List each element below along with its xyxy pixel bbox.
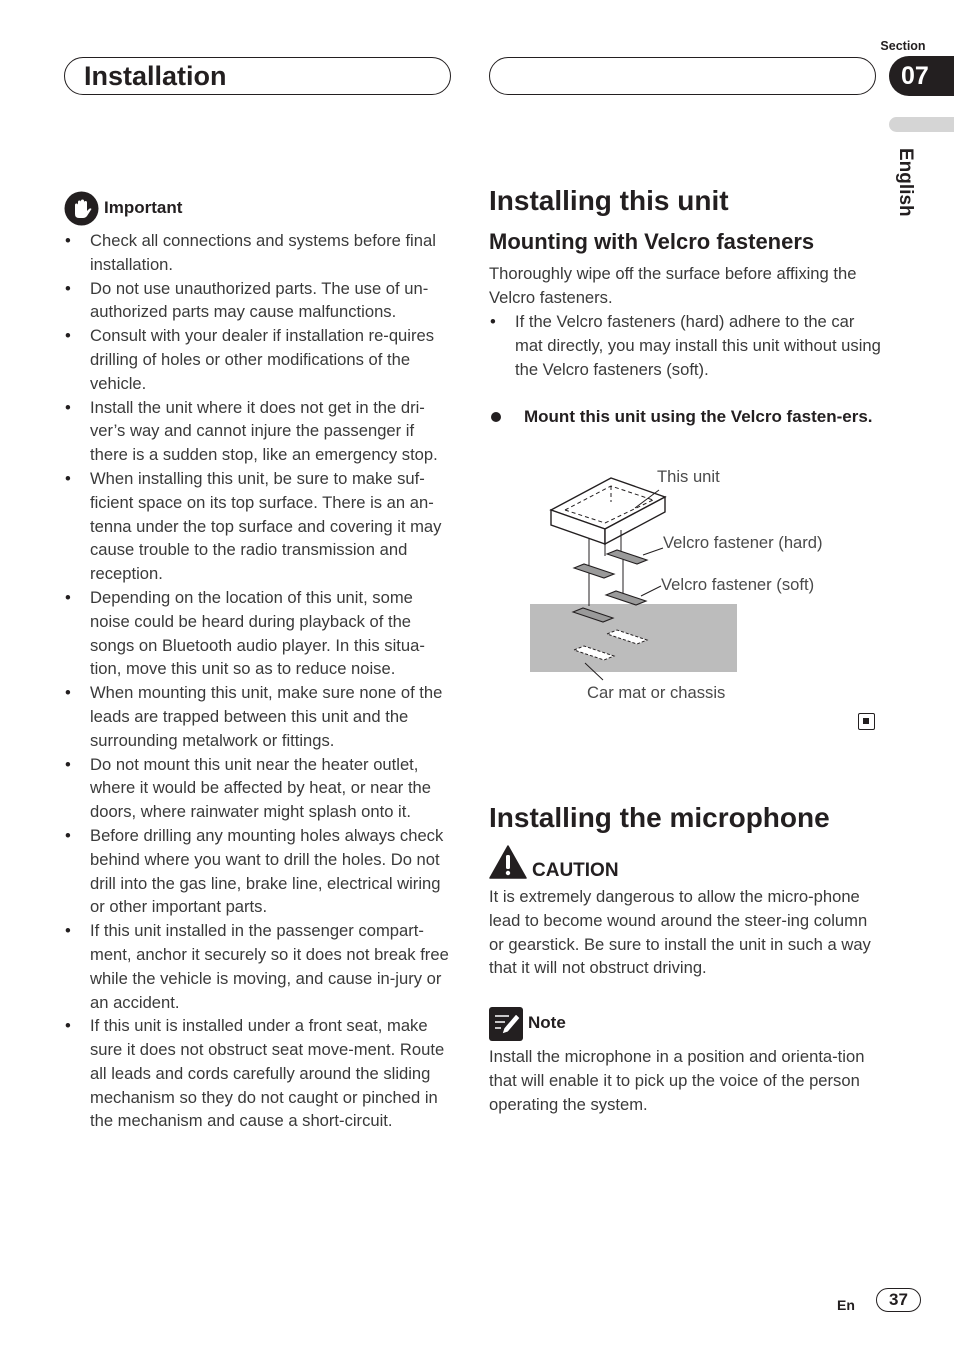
list-item: • Do not use unauthorized parts. The use of un-authorized parts may cause malfunctions.: [90, 277, 454, 325]
important-label: Important: [104, 198, 183, 217]
note-label: Note: [528, 1013, 566, 1032]
list-item: • Do not mount this unit near the heater outlet, where it would be affected by heat, or near the doors, where rainwater might splash onto it.: [90, 753, 454, 824]
velcro-intro: Thoroughly wipe off the surface before affixing the Velcro fasteners.: [489, 264, 857, 307]
language-tab: [889, 117, 954, 132]
list-item: • When installing this unit, be sure to make suf-ficient space on its top surface. There is an an-tenna under the top surface and covering it may cause trouble to the radio transmission and reception.: [90, 467, 454, 586]
hand-stop-icon: [64, 191, 99, 226]
list-item: • Before drilling any mounting holes always check behind where you want to drill the holes. Do not drill into the gas line, brake line, electrical wiring or other important parts.: [90, 824, 454, 919]
step-bullet-icon: [491, 412, 501, 422]
install-unit-heading: Installing this unit: [489, 185, 729, 216]
label-velcro-soft: Velcro fastener (soft): [661, 575, 815, 594]
velcro-diagram: [525, 460, 885, 710]
header-empty-frame: [489, 57, 876, 95]
list-item: • Check all connections and systems before final installation.: [90, 229, 454, 277]
label-car-mat: Car mat or chassis: [587, 683, 726, 702]
page-number: 37: [876, 1288, 921, 1312]
list-item: • If this unit installed in the passenger compart-ment, anchor it securely so it does not break free while the vehicle is moving, and cause in-jury or an accident.: [90, 919, 454, 1014]
list-item: • If this unit is installed under a front seat, make sure it does not obstruct seat move-ment. Route all leads and cords carefully around the sliding mechanism so they do not caught or pinched in the mechanism and cause a short-circuit.: [90, 1014, 454, 1133]
language-label: English: [895, 148, 916, 217]
note-pencil-icon: [489, 1007, 523, 1041]
section-label: Section: [880, 39, 926, 53]
warning-triangle-icon: [489, 845, 527, 879]
microphone-heading: Installing the microphone: [489, 802, 830, 833]
caution-text: It is extremely dangerous to allow the micro-phone lead to become wound around the steer-ing column or gearstick. Be sure to install the unit in such a way that it will not obstruct driving.: [489, 887, 871, 978]
list-item: • Install the unit where it does not get in the dri-ver’s way and cannot injure the passenger if there is a sudden stop, like an emergency stop.: [90, 396, 454, 467]
label-velcro-hard: Velcro fastener (hard): [663, 533, 823, 552]
section-number: 07: [889, 56, 954, 96]
velcro-bullet: • If the Velcro fasteners (hard) adhere to the car mat directly, you may install this unit without using the Velcro fasteners (soft).: [515, 310, 881, 381]
mount-step: [489, 405, 881, 429]
list-item: • Consult with your dealer if installation re-quires drilling of holes or other modifications of the vehicle.: [90, 324, 454, 395]
mount-step-text: Mount this unit using the Velcro fasten-ers.: [524, 407, 873, 426]
section-end-icon: [858, 713, 875, 730]
important-list: [90, 229, 454, 1133]
note-text: Install the microphone in a position and orienta-tion that will enable it to pick up the voice of the person operating the system.: [489, 1047, 865, 1114]
footer-language-code: En: [837, 1297, 855, 1313]
velcro-subheading: Mounting with Velcro fasteners: [489, 229, 815, 254]
list-item: • Depending on the location of this unit, some noise could be heard during playback of the songs on Bluetooth audio player. In this situa-tion, move this unit so as to reduce noise.: [90, 586, 454, 681]
list-item: • When mounting this unit, make sure none of the leads are trapped between this unit and the surrounding metalwork or fittings.: [90, 681, 454, 752]
caution-label: CAUTION: [532, 860, 619, 881]
page-title: Installation: [84, 61, 227, 91]
label-this-unit: This unit: [657, 467, 720, 486]
